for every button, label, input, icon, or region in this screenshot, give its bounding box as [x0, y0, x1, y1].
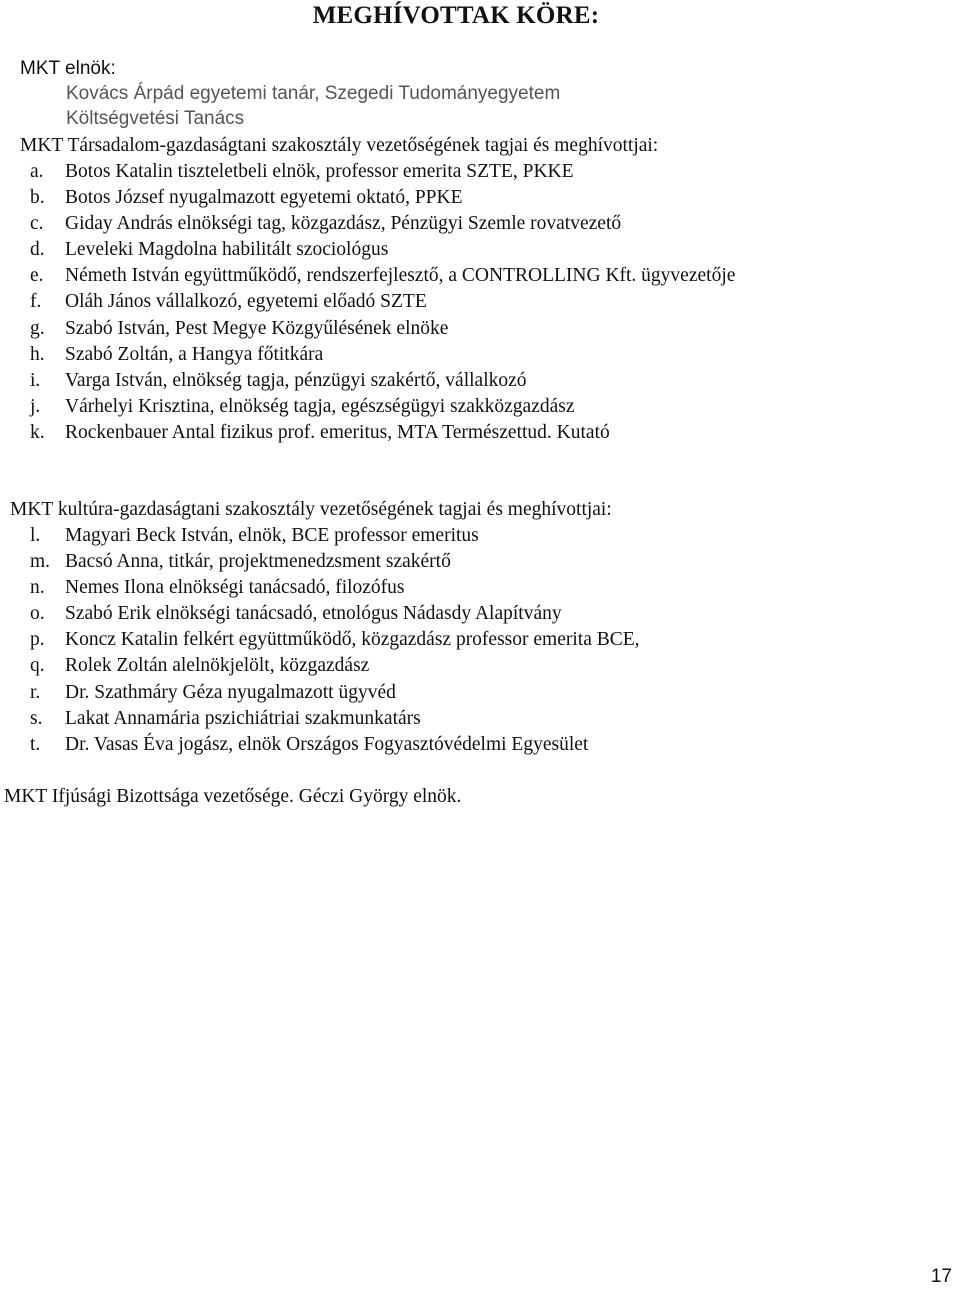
- list-marker: p.: [30, 629, 45, 651]
- list-marker: a.: [30, 161, 44, 182]
- list-marker: l.: [30, 525, 41, 546]
- list-marker: c.: [30, 213, 44, 235]
- list-marker: r.: [30, 681, 41, 703]
- list-item-text: Oláh János vállalkozó, egyetemi előadó SZTE: [65, 291, 427, 313]
- list-item-text: Koncz Katalin felkért együttműködő, közgazdász professor emerita BCE,: [65, 629, 640, 651]
- list-marker: o.: [30, 603, 45, 625]
- list-item-text: Leveleki Magdolna habilitált szociológus: [65, 239, 389, 261]
- president-label: MKT elnök:: [20, 58, 116, 79]
- page-title: MEGHÍVOTTAK KÖRE:: [312, 2, 600, 29]
- list-item-text: Rockenbauer Antal fizikus prof. emeritus, MTA Természettud. Kutató: [65, 421, 610, 443]
- list-marker: s.: [30, 707, 43, 729]
- list-item-text: Várhelyi Krisztina, elnökség tagja, egészségügyi szakközgazdász: [65, 395, 575, 417]
- list-item-text: Magyari Beck István, elnök, BCE professor emeritus: [65, 525, 479, 546]
- president-line-2: Költségvetési Tanács: [66, 108, 245, 129]
- list-item-text: Szabó István, Pest Megye Közgyűlésének elnöke: [65, 317, 449, 339]
- list-item-text: Rolek Zoltán alelnökjelölt, közgazdász: [65, 655, 370, 677]
- list-marker: e.: [30, 265, 44, 287]
- list-marker: t.: [30, 733, 41, 755]
- list-item-text: Giday András elnökségi tag, közgazdász, Pénzügyi Szemle rovatvezető: [65, 213, 622, 235]
- list-marker: d.: [30, 239, 45, 261]
- list-marker: k.: [30, 421, 45, 443]
- section2-heading: MKT kultúra-gazdaságtani szakosztály vezetőségének tagjai és meghívottjai:: [10, 499, 612, 520]
- list-item-text: Szabó Erik elnökségi tanácsadó, etnológus Nádasdy Alapítvány: [65, 603, 562, 625]
- list-marker: f.: [30, 291, 42, 313]
- list-marker: q.: [30, 655, 45, 677]
- list-item-text: Lakat Annamária pszichiátriai szakmunkatárs: [65, 707, 421, 729]
- page-number: 17: [930, 1266, 952, 1287]
- list-item-text: Dr. Szathmáry Géza nyugalmazott ügyvéd: [65, 681, 396, 703]
- list-item-text: Nemes Ilona elnökségi tanácsadó, filozófus: [65, 577, 405, 599]
- list-item-text: Botos József nyugalmazott egyetemi oktató, PPKE: [65, 187, 463, 209]
- list-marker: j.: [30, 395, 41, 417]
- list-marker: b.: [30, 187, 45, 209]
- list-marker: h.: [30, 343, 45, 365]
- list-item-text: Bacsó Anna, titkár, projektmenedzsment szakértő: [65, 551, 451, 573]
- list-marker: i.: [30, 369, 41, 391]
- list-item-text: Dr. Vasas Éva jogász, elnök Országos Fogyasztóvédelmi Egyesület: [65, 733, 589, 755]
- list-item-text: Varga István, elnökség tagja, pénzügyi szakértő, vállalkozó: [65, 369, 527, 391]
- section1-heading: MKT Társadalom-gazdaságtani szakosztály vezetőségének tagjai és meghívottjai:: [20, 135, 659, 156]
- list-item-text: Botos Katalin tiszteletbeli elnök, professor emerita SZTE, PKKE: [65, 161, 574, 182]
- list-item-text: Németh István együttműködő, rendszerfejlesztő, a CONTROLLING Kft. ügyvezetője: [65, 265, 736, 287]
- president-line-1: Kovács Árpád egyetemi tanár, Szegedi Tudományegyetem: [66, 83, 561, 104]
- list-item-text: Szabó Zoltán, a Hangya főtitkára: [65, 343, 324, 365]
- list-marker: n.: [30, 577, 45, 599]
- list-marker: g.: [30, 317, 45, 339]
- list-marker: m.: [30, 551, 51, 573]
- youth-committee: MKT Ifjúsági Bizottsága vezetősége. Géczi György elnök.: [4, 786, 462, 807]
